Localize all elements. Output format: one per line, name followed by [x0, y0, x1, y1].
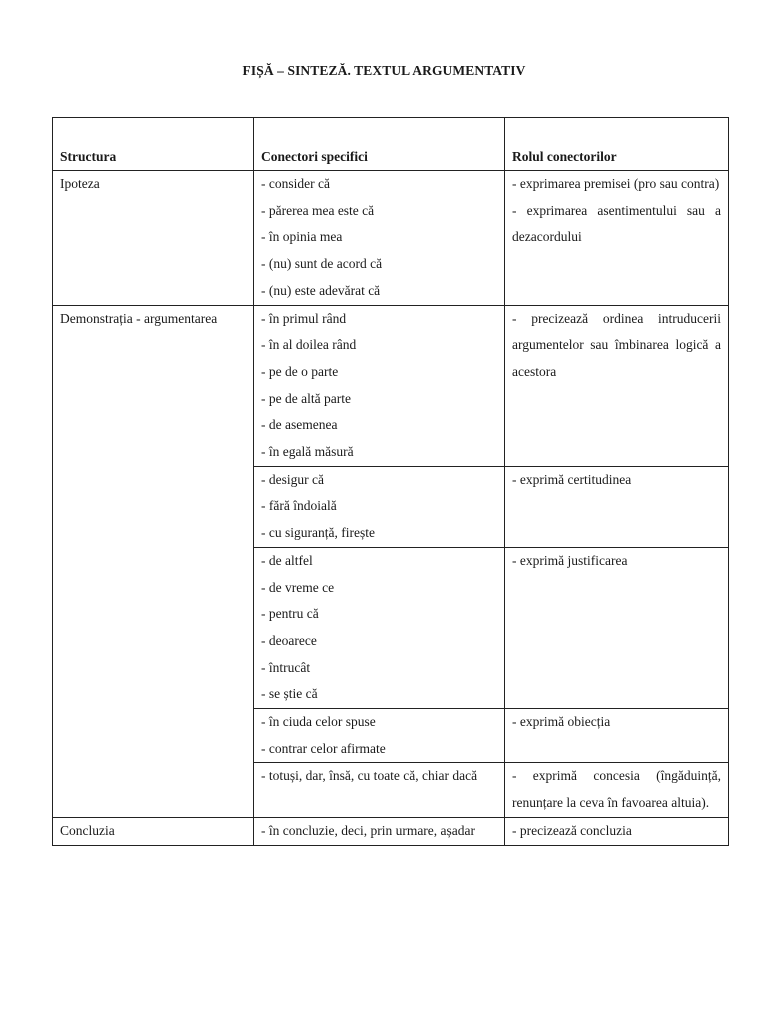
connectors-cell [254, 763, 505, 817]
structure-cell: Demonstrația - argumentarea [53, 305, 254, 817]
connectors-cell [254, 305, 505, 466]
page-title: FIȘĂ – SINTEZĂ. TEXTUL ARGUMENTATIV [242, 63, 526, 78]
connector-item: - cu siguranță, firește [261, 525, 375, 541]
role-cell [505, 171, 729, 306]
header-structure: Structura [53, 118, 254, 171]
connectors-cell [254, 709, 505, 763]
role-cell [505, 817, 729, 845]
header-role: Rolul conectorilor [505, 118, 729, 171]
role-text: - exprimă certitudinea [512, 471, 632, 487]
connector-item: - se știe că [261, 686, 318, 702]
connector-item: - de vreme ce [261, 579, 335, 595]
connector-item: - pentru că [261, 606, 319, 622]
connectors-cell [254, 171, 505, 306]
table-row [53, 305, 729, 466]
role-cell [505, 305, 729, 466]
connectors-cell [254, 547, 505, 708]
connector-item: - părerea mea este că [261, 202, 375, 218]
connector-item: - fără îndoială [261, 498, 337, 514]
connector-item: - în primul rând [261, 310, 347, 326]
connectors-cell [254, 817, 505, 845]
role-cell [505, 547, 729, 708]
role-text: - exprimarea premisei (pro sau contra) [512, 176, 720, 191]
connector-item: - în concluzie, deci, prin urmare, așadar [261, 822, 476, 838]
table-row [53, 171, 729, 306]
role-text: - exprimă obiecția [512, 714, 611, 730]
role-text: - exprimă concesia (îngăduință, renunțare la ceva în favoarea altuia). [512, 768, 721, 811]
role-text: - precizează concluzia [512, 822, 632, 838]
connector-item: - contrar celor afirmate [261, 740, 386, 756]
connector-item: - în opinia mea [261, 229, 343, 245]
connector-item: - (nu) sunt de acord că [261, 256, 383, 272]
connector-item: - totuși, dar, însă, cu toate că, chiar dacă [261, 768, 478, 784]
connector-item: - consider că [261, 176, 330, 191]
connector-item: - în al doilea rând [261, 337, 357, 353]
connector-item: - pe de altă parte [261, 390, 351, 406]
role-text: - exprimă justificarea [512, 552, 628, 568]
role-text: - precizează ordinea intruducerii argumentelor sau îmbinarea logică a acestora [512, 310, 721, 379]
connector-item: - (nu) este adevărat că [261, 282, 381, 298]
role-cell [505, 466, 729, 547]
synthesis-table [52, 117, 729, 846]
table-header-row [53, 118, 729, 171]
connector-item: - desigur că [261, 471, 324, 487]
table-row [53, 817, 729, 845]
connector-item: - întrucât [261, 659, 311, 675]
role-cell [505, 763, 729, 817]
connector-item: - pe de o parte [261, 363, 339, 379]
structure-cell: Ipoteza [53, 171, 254, 306]
header-connectors: Conectori specifici [254, 118, 505, 171]
role-text: - exprimarea asentimentului sau a dezacordului [512, 202, 721, 245]
connector-item: - în ciuda celor spuse [261, 714, 376, 730]
connector-item: - deoarece [261, 632, 317, 648]
connectors-cell [254, 466, 505, 547]
connector-item: - în egală măsură [261, 444, 354, 460]
structure-cell: Concluzia [53, 817, 254, 845]
connector-item: - de altfel [261, 552, 313, 568]
role-cell [505, 709, 729, 763]
connector-item: - de asemenea [261, 417, 338, 433]
